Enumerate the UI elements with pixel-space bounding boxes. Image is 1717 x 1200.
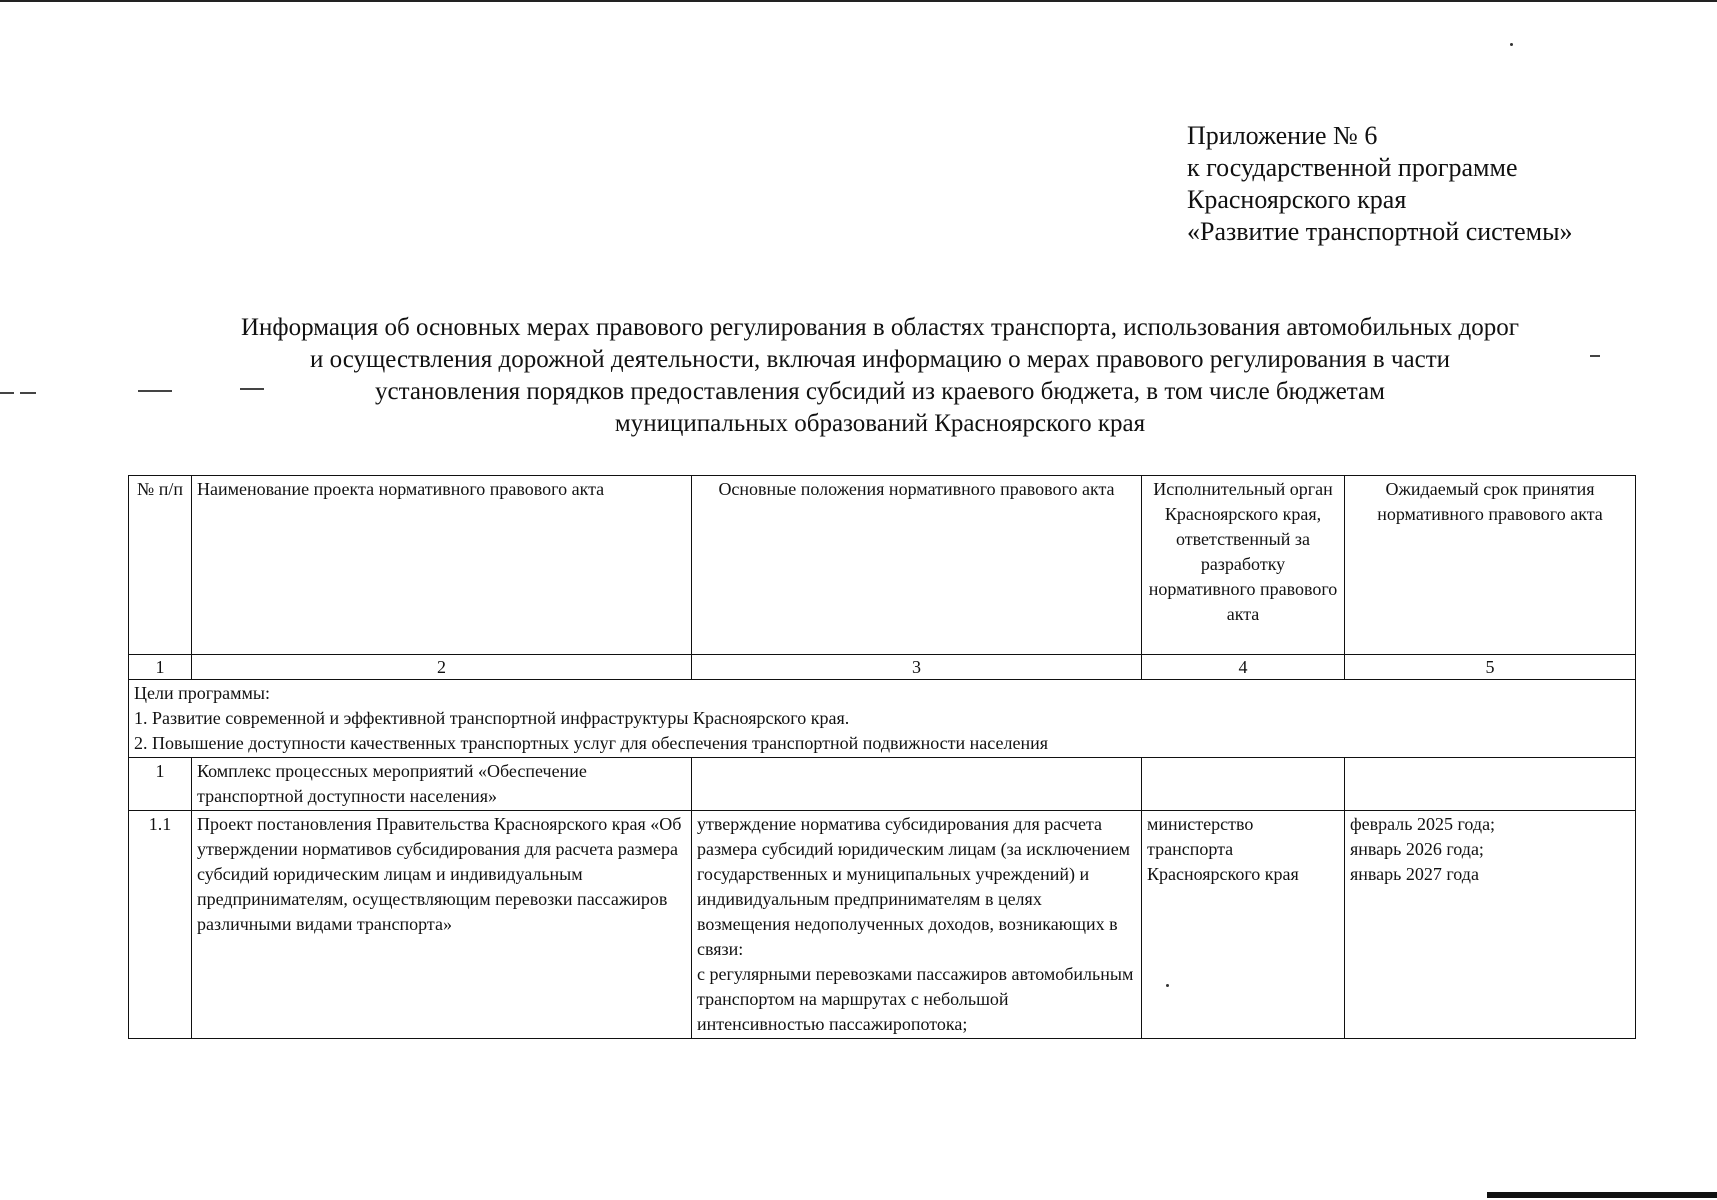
appendix-header <box>1187 120 1573 248</box>
title-line-4: муниципальных образований Красноярского края <box>614 410 1146 437</box>
program-goals-row <box>129 680 1636 758</box>
deadline-3: январь 2027 года <box>1350 864 1479 884</box>
row-executor <box>1142 758 1345 811</box>
table-row <box>129 758 1636 811</box>
scan-mark <box>138 390 172 392</box>
appendix-line-2: к государственной программе <box>1187 153 1518 182</box>
header-num: № п/п <box>129 476 192 655</box>
scan-mark <box>240 388 264 390</box>
row-name: Проект постановления Правительства Красноярского края «Об утверждении нормативов субсидирования для расчета размера субсидий юридическим лицам и индивидуальным предпринимателям, осуществляющим перевозки пассажиров различными видами транспорта» <box>192 811 692 1039</box>
table-row <box>129 811 1636 1039</box>
scan-mark <box>0 392 14 394</box>
scan-border-top <box>0 0 1717 2</box>
column-numbers-row <box>129 655 1636 680</box>
document-title <box>130 312 1630 440</box>
row-num: 1 <box>129 758 192 811</box>
column-number: 3 <box>692 655 1142 680</box>
row-name: Комплекс процессных мероприятий «Обеспечение транспортной доступности населения» <box>192 758 692 811</box>
provisions-paragraph-1: утверждение норматива субсидирования для расчета размера субсидий юридическим лицам (за исключением государственных и муниципальных учреждений) и индивидуальным предпринимателям в целях возмещения недополученных доходов, возникающих в связи: <box>697 814 1131 959</box>
deadline-2: январь 2026 года; <box>1350 839 1484 859</box>
row-executor: министерство транспорта Красноярского края <box>1142 811 1345 1039</box>
title-line-1: Информация об основных мерах правового регулирования в областях транспорта, использования автомобильных дорог <box>240 314 1519 341</box>
scan-speck <box>1166 984 1169 987</box>
appendix-line-1: Приложение № 6 <box>1187 121 1378 150</box>
row-provisions <box>692 758 1142 811</box>
table-header-row <box>129 476 1636 655</box>
legal-measures-table <box>128 475 1636 1039</box>
scan-speck <box>1510 43 1513 46</box>
row-deadline <box>1345 811 1636 1039</box>
scan-mark <box>1590 355 1600 357</box>
deadline-1: февраль 2025 года; <box>1350 814 1496 834</box>
header-executor: Исполнительный орган Красноярского края, ответственный за разработку нормативного правового акта <box>1142 476 1345 655</box>
column-number: 4 <box>1142 655 1345 680</box>
column-number: 2 <box>192 655 692 680</box>
title-line-2: и осуществления дорожной деятельности, включая информацию о мерах правового регулирования в части <box>309 346 1451 373</box>
goal-1: 1. Развитие современной и эффективной транспортной инфраструктуры Красноярского края. <box>134 708 850 728</box>
appendix-line-4: «Развитие транспортной системы» <box>1187 217 1573 246</box>
column-number: 1 <box>129 655 192 680</box>
row-provisions <box>692 811 1142 1039</box>
header-name: Наименование проекта нормативного правового акта <box>192 476 692 655</box>
header-provisions: Основные положения нормативного правового акта <box>692 476 1142 655</box>
goal-2: 2. Повышение доступности качественных транспортных услуг для обеспечения транспортной подвижности населения <box>134 733 1048 753</box>
provisions-paragraph-2: с регулярными перевозками пассажиров автомобильным транспортом на маршрутах с небольшой интенсивностью пассажиропотока; <box>697 964 1134 1034</box>
row-deadline <box>1345 758 1636 811</box>
goals-label: Цели программы: <box>134 683 270 703</box>
scan-mark <box>20 392 36 394</box>
header-deadline: Ожидаемый срок принятия нормативного правового акта <box>1345 476 1636 655</box>
appendix-line-3: Красноярского края <box>1187 185 1407 214</box>
row-num: 1.1 <box>129 811 192 1039</box>
program-goals-cell <box>129 680 1636 758</box>
title-line-3: установления порядков предоставления субсидий из краевого бюджета, в том числе бюджетам <box>375 378 1385 405</box>
column-number: 5 <box>1345 655 1636 680</box>
scan-border-bottom <box>1487 1192 1717 1198</box>
